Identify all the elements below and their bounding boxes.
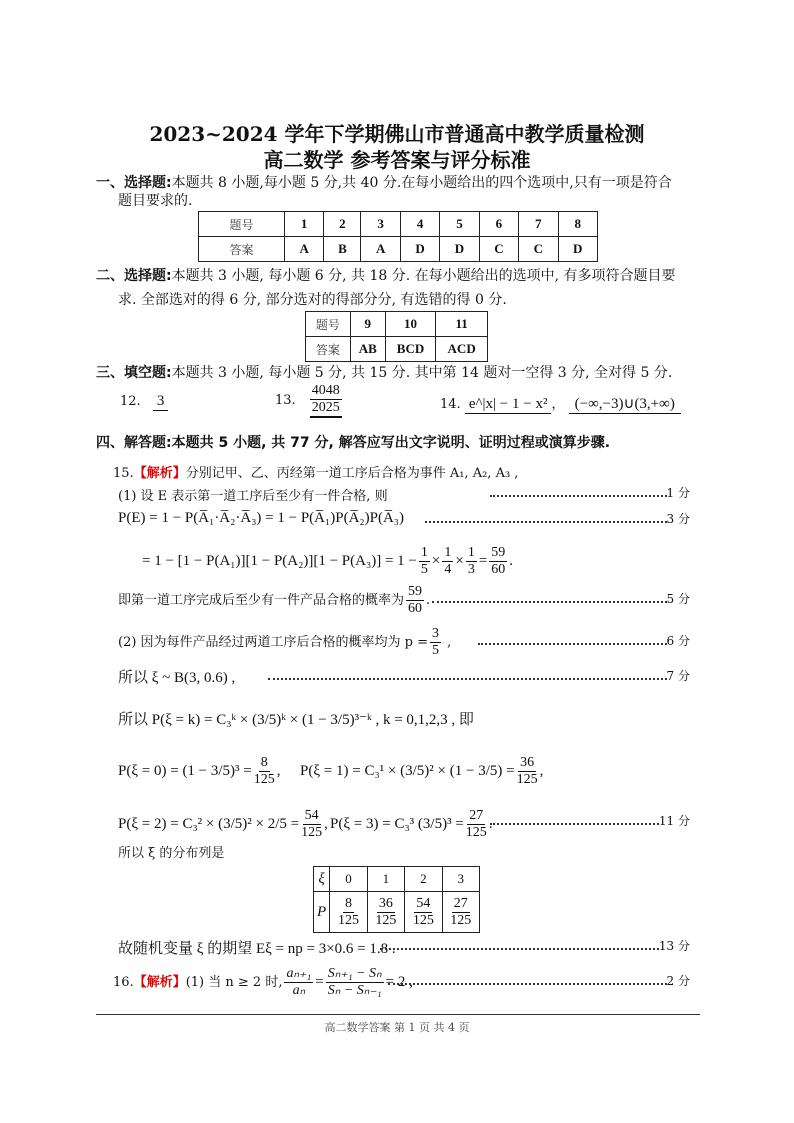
score-3: 3 分 <box>425 510 690 527</box>
row-label: 答案 <box>306 337 351 362</box>
row-label: 答案 <box>199 237 285 262</box>
answer-14: 14. e^|x| − 1 − x² ， (−∞,−3)∪(3,+∞) <box>440 393 681 414</box>
section3-heading: 三、填空题:本题共 3 小题, 每小题 5 分, 共 15 分. 其中第 14 题对一空得 3 分, 全对得 5 分. <box>96 365 673 381</box>
prob-cell: $\frac{27}{125}$ <box>442 892 479 933</box>
q15-p1: P(ξ = 1) = C₃¹ × (3/5)² × (1 − 3/5) = $\frac{36}{125}$ , <box>300 755 544 787</box>
q15-dist-intro: 所以 ξ 的分布列是 <box>118 846 225 861</box>
table-cell: 2 <box>324 212 361 237</box>
q15-expectation: 故随机变量 ξ 的期望 Eξ = np = 3×0.6 = 1.8 . <box>118 941 396 957</box>
table-cell: 6 <box>479 212 518 237</box>
table-cell: B <box>324 237 361 262</box>
score-2: 2 分 <box>388 972 690 989</box>
table-cell: 5 <box>440 212 479 237</box>
q15-line-PE: P(E) = 1 − P(A̅₁·A̅₂·A̅₃) = 1 − P(A̅₁)P(A̅₂)P(A̅₃) <box>118 510 405 526</box>
table-cell: C <box>479 237 518 262</box>
q15-line-expand: = 1 − [1 − P(A₁)][1 − P(A₂)][1 − P(A₃)] = 1 − $\frac{1}{5}$ × $\frac{1}{4}$ × $\frac{1}{3}$ = $\frac{59}{60}$ . <box>142 545 514 577</box>
q15-p2: P(ξ = 2) = C₃² × (3/5)² × 2/5 = $\frac{54}{125}$ , <box>118 808 328 840</box>
table-cell: 1 <box>284 212 323 237</box>
score-11: 11 分 <box>490 812 690 829</box>
table-cell: 3 <box>361 212 400 237</box>
table-cell: P <box>314 892 330 933</box>
row-label: 题号 <box>306 312 351 337</box>
q15-conclusion1: 即第一道工序完成后至少有一件产品合格的概率为 $\frac{59}{60}$ . <box>118 584 431 616</box>
table-cell: C <box>519 237 558 262</box>
q16-line1: 16.【解析】(1) 当 n ≥ 2 时, $\frac{\text{aₙ₊₁}}{\text{aₙ}}$ = $\frac{\text{Sₙ₊₁ − Sₙ}}{\text{Sₙ − Sₙ₋₁}}$ = 2 , <box>113 966 413 998</box>
section2-heading: 二、选择题:本题共 3 小题, 每小题 6 分, 共 18 分. 在每小题给出的选项中, 有多项符合题目要 <box>96 268 676 284</box>
score-1: 1 分 <box>490 484 690 501</box>
score-13: 13 分 <box>380 937 690 954</box>
title-line1: 2023~2024 学年下学期佛山市普通高中教学质量检测 <box>149 122 645 146</box>
table-cell: 10 <box>385 312 436 337</box>
table-cell: A <box>361 237 400 262</box>
table-cell: AB <box>350 337 385 362</box>
table-cell: BCD <box>385 337 436 362</box>
table-cell: ξ <box>314 867 330 892</box>
table-cell: D <box>558 237 598 262</box>
table-cell: 8 <box>558 212 598 237</box>
prob-cell: $\frac{54}{125}$ <box>405 892 442 933</box>
score-7: 7 分 <box>268 667 690 684</box>
mc-answer-table <box>198 211 598 262</box>
table-cell: D <box>400 237 439 262</box>
table-cell: A <box>284 237 323 262</box>
table-cell: 9 <box>350 312 385 337</box>
score-5: 5 分 <box>432 590 690 607</box>
table-cell: 3 <box>442 867 479 892</box>
q15-intro: 15.【解析】分别记甲、乙、丙经第一道工序后合格为事件 A₁, A₂, A₃ , <box>113 466 519 481</box>
table-cell: 7 <box>519 212 558 237</box>
q15-pmf: 所以 P(ξ = k) = C₃ᵏ × (3/5)ᵏ × (1 − 3/5)³⁻ᵏ , k = 0,1,2,3 , 即 <box>118 712 474 728</box>
answer-13: 13. $\frac{4048}{2025}$ <box>275 383 344 418</box>
q15-part2: (2) 因为每件产品经过两道工序后合格的概率均为 p = $\frac{3}{5}$ , <box>118 626 452 658</box>
distribution-table <box>313 866 480 933</box>
row-label: 题号 <box>199 212 285 237</box>
footer-divider <box>96 1014 700 1015</box>
prob-cell: $\frac{36}{125}$ <box>367 892 404 933</box>
table-cell: 0 <box>330 867 367 892</box>
title-line2: 高二数学 参考答案与评分标准 <box>263 148 531 172</box>
table-cell: 2 <box>405 867 442 892</box>
section1-heading-cont: 题目要求的. <box>118 193 193 209</box>
prob-cell: $\frac{8}{125}$ <box>330 892 367 933</box>
q15-p0: P(ξ = 0) = (1 − 3/5)³ = $\frac{8}{125}$ , <box>118 755 281 787</box>
table-cell: 11 <box>436 312 488 337</box>
table-cell: D <box>440 237 479 262</box>
answer-12: 12. 3 <box>120 393 168 411</box>
section4-heading: 四、解答题:本题共 5 小题, 共 77 分, 解答应写出文字说明、证明过程或演算步骤. <box>96 435 611 451</box>
score-6: 6 分 <box>478 632 690 649</box>
multi-answer-table <box>305 311 488 362</box>
section2-heading-cont: 求. 全部选对的得 6 分, 部分选对的得部分分, 有选错的得 0 分. <box>118 292 507 308</box>
table-cell: 4 <box>400 212 439 237</box>
q15-binomial: 所以 ξ ~ B(3, 0.6) , <box>118 670 236 686</box>
table-cell: ACD <box>436 337 488 362</box>
q15-p3: P(ξ = 3) = C₃³ (3/5)³ = $\frac{27}{125}$ . <box>330 808 493 840</box>
q15-part1: (1) 设 E 表示第一道工序后至少有一件合格, 则 <box>118 489 388 504</box>
page-footer: 高二数学答案 第 1 页 共 4 页 <box>324 1021 470 1034</box>
table-cell: 1 <box>367 867 404 892</box>
section1-heading: 一、选择题:本题共 8 小题,每小题 5 分,共 40 分.在每小题给出的四个选项中,只有一项是符合 <box>96 175 672 191</box>
